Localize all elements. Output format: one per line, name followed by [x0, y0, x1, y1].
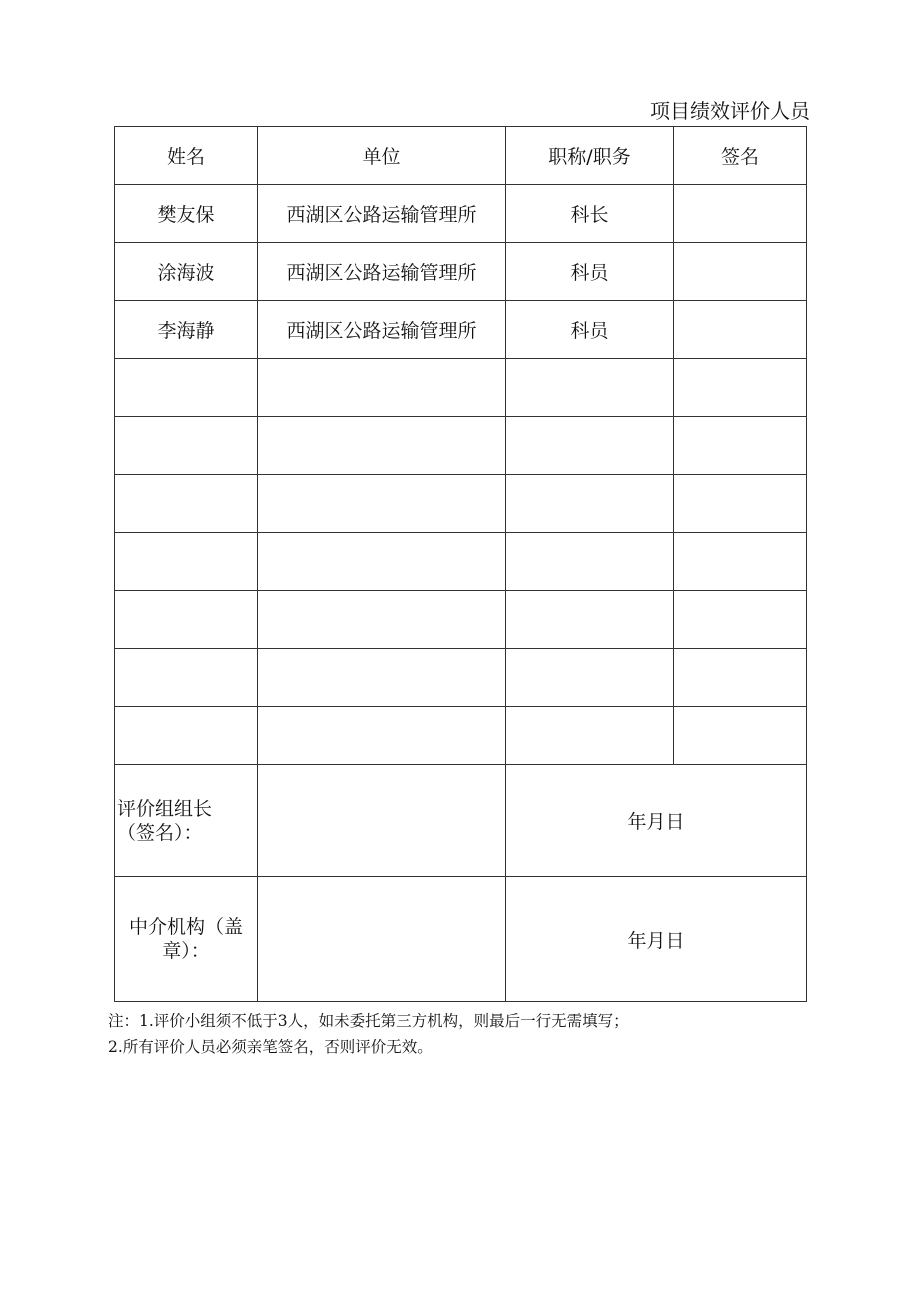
- cell-position[interactable]: 科员: [506, 243, 674, 301]
- cell-signature[interactable]: [674, 649, 807, 707]
- cell-unit[interactable]: 西湖区公路运输管理所: [258, 243, 506, 301]
- cell-signature[interactable]: [674, 417, 807, 475]
- note-line-2: 2.所有评价人员必须亲笔签名，否则评价无效。: [108, 1038, 433, 1056]
- cell-signature[interactable]: [674, 591, 807, 649]
- cell-name[interactable]: 樊友保: [115, 185, 258, 243]
- table-row: [115, 649, 807, 707]
- cell-unit[interactable]: [258, 707, 506, 765]
- note-line-1: 注：1.评价小组须不低于3人，如未委托第三方机构，则最后一行无需填写；: [108, 1012, 629, 1030]
- cell-position[interactable]: [506, 533, 674, 591]
- agency-seal-cell[interactable]: [258, 877, 506, 1002]
- evaluator-table: [114, 126, 807, 1002]
- cell-name[interactable]: 涂海波: [115, 243, 258, 301]
- leader-signature-cell[interactable]: [258, 765, 506, 877]
- cell-position[interactable]: [506, 417, 674, 475]
- cell-name[interactable]: [115, 649, 258, 707]
- agency-date[interactable]: 年月日: [506, 877, 807, 1002]
- agency-label-line2: 章）：: [162, 940, 210, 962]
- page-title: 项目绩效评价人员: [650, 99, 810, 123]
- cell-signature[interactable]: [674, 243, 807, 301]
- cell-signature[interactable]: [674, 301, 807, 359]
- header-unit: 单位: [258, 127, 506, 185]
- cell-signature[interactable]: [674, 359, 807, 417]
- cell-unit[interactable]: [258, 591, 506, 649]
- cell-position[interactable]: 科员: [506, 301, 674, 359]
- cell-position[interactable]: [506, 475, 674, 533]
- table-row: [115, 359, 807, 417]
- table-header-row: [115, 127, 807, 185]
- agency-label: [115, 877, 258, 1002]
- table-row: [115, 475, 807, 533]
- cell-name[interactable]: [115, 359, 258, 417]
- cell-name[interactable]: [115, 417, 258, 475]
- leader-label-line2: （签名）：: [117, 821, 203, 844]
- cell-unit[interactable]: [258, 649, 506, 707]
- cell-position[interactable]: 科长: [506, 185, 674, 243]
- cell-name[interactable]: [115, 475, 258, 533]
- header-position: 职称/职务: [506, 127, 674, 185]
- header-name: 姓名: [115, 127, 258, 185]
- header-signature: 签名: [674, 127, 807, 185]
- cell-position[interactable]: [506, 359, 674, 417]
- cell-unit[interactable]: [258, 475, 506, 533]
- cell-unit[interactable]: [258, 359, 506, 417]
- cell-signature[interactable]: [674, 707, 807, 765]
- cell-position[interactable]: [506, 649, 674, 707]
- cell-position[interactable]: [506, 591, 674, 649]
- leader-signature-row: [115, 765, 807, 877]
- table-row: [115, 533, 807, 591]
- table-row: [115, 243, 807, 301]
- agency-seal-row: [115, 877, 807, 1002]
- notes: [108, 1008, 808, 1060]
- cell-name[interactable]: [115, 591, 258, 649]
- cell-name[interactable]: [115, 533, 258, 591]
- table-row: [115, 301, 807, 359]
- cell-name[interactable]: 李海静: [115, 301, 258, 359]
- agency-label-line1: 中介机构（盖: [128, 916, 243, 938]
- leader-date[interactable]: 年月日: [506, 765, 807, 877]
- cell-signature[interactable]: [674, 475, 807, 533]
- cell-unit[interactable]: 西湖区公路运输管理所: [258, 301, 506, 359]
- leader-label: [115, 765, 258, 877]
- table-row: [115, 707, 807, 765]
- table-row: [115, 417, 807, 475]
- table-row: [115, 591, 807, 649]
- cell-position[interactable]: [506, 707, 674, 765]
- cell-unit[interactable]: [258, 417, 506, 475]
- leader-label-line1: 评价组组长: [117, 797, 213, 820]
- cell-unit[interactable]: 西湖区公路运输管理所: [258, 185, 506, 243]
- cell-unit[interactable]: [258, 533, 506, 591]
- table-row: [115, 185, 807, 243]
- cell-name[interactable]: [115, 707, 258, 765]
- cell-signature[interactable]: [674, 185, 807, 243]
- cell-signature[interactable]: [674, 533, 807, 591]
